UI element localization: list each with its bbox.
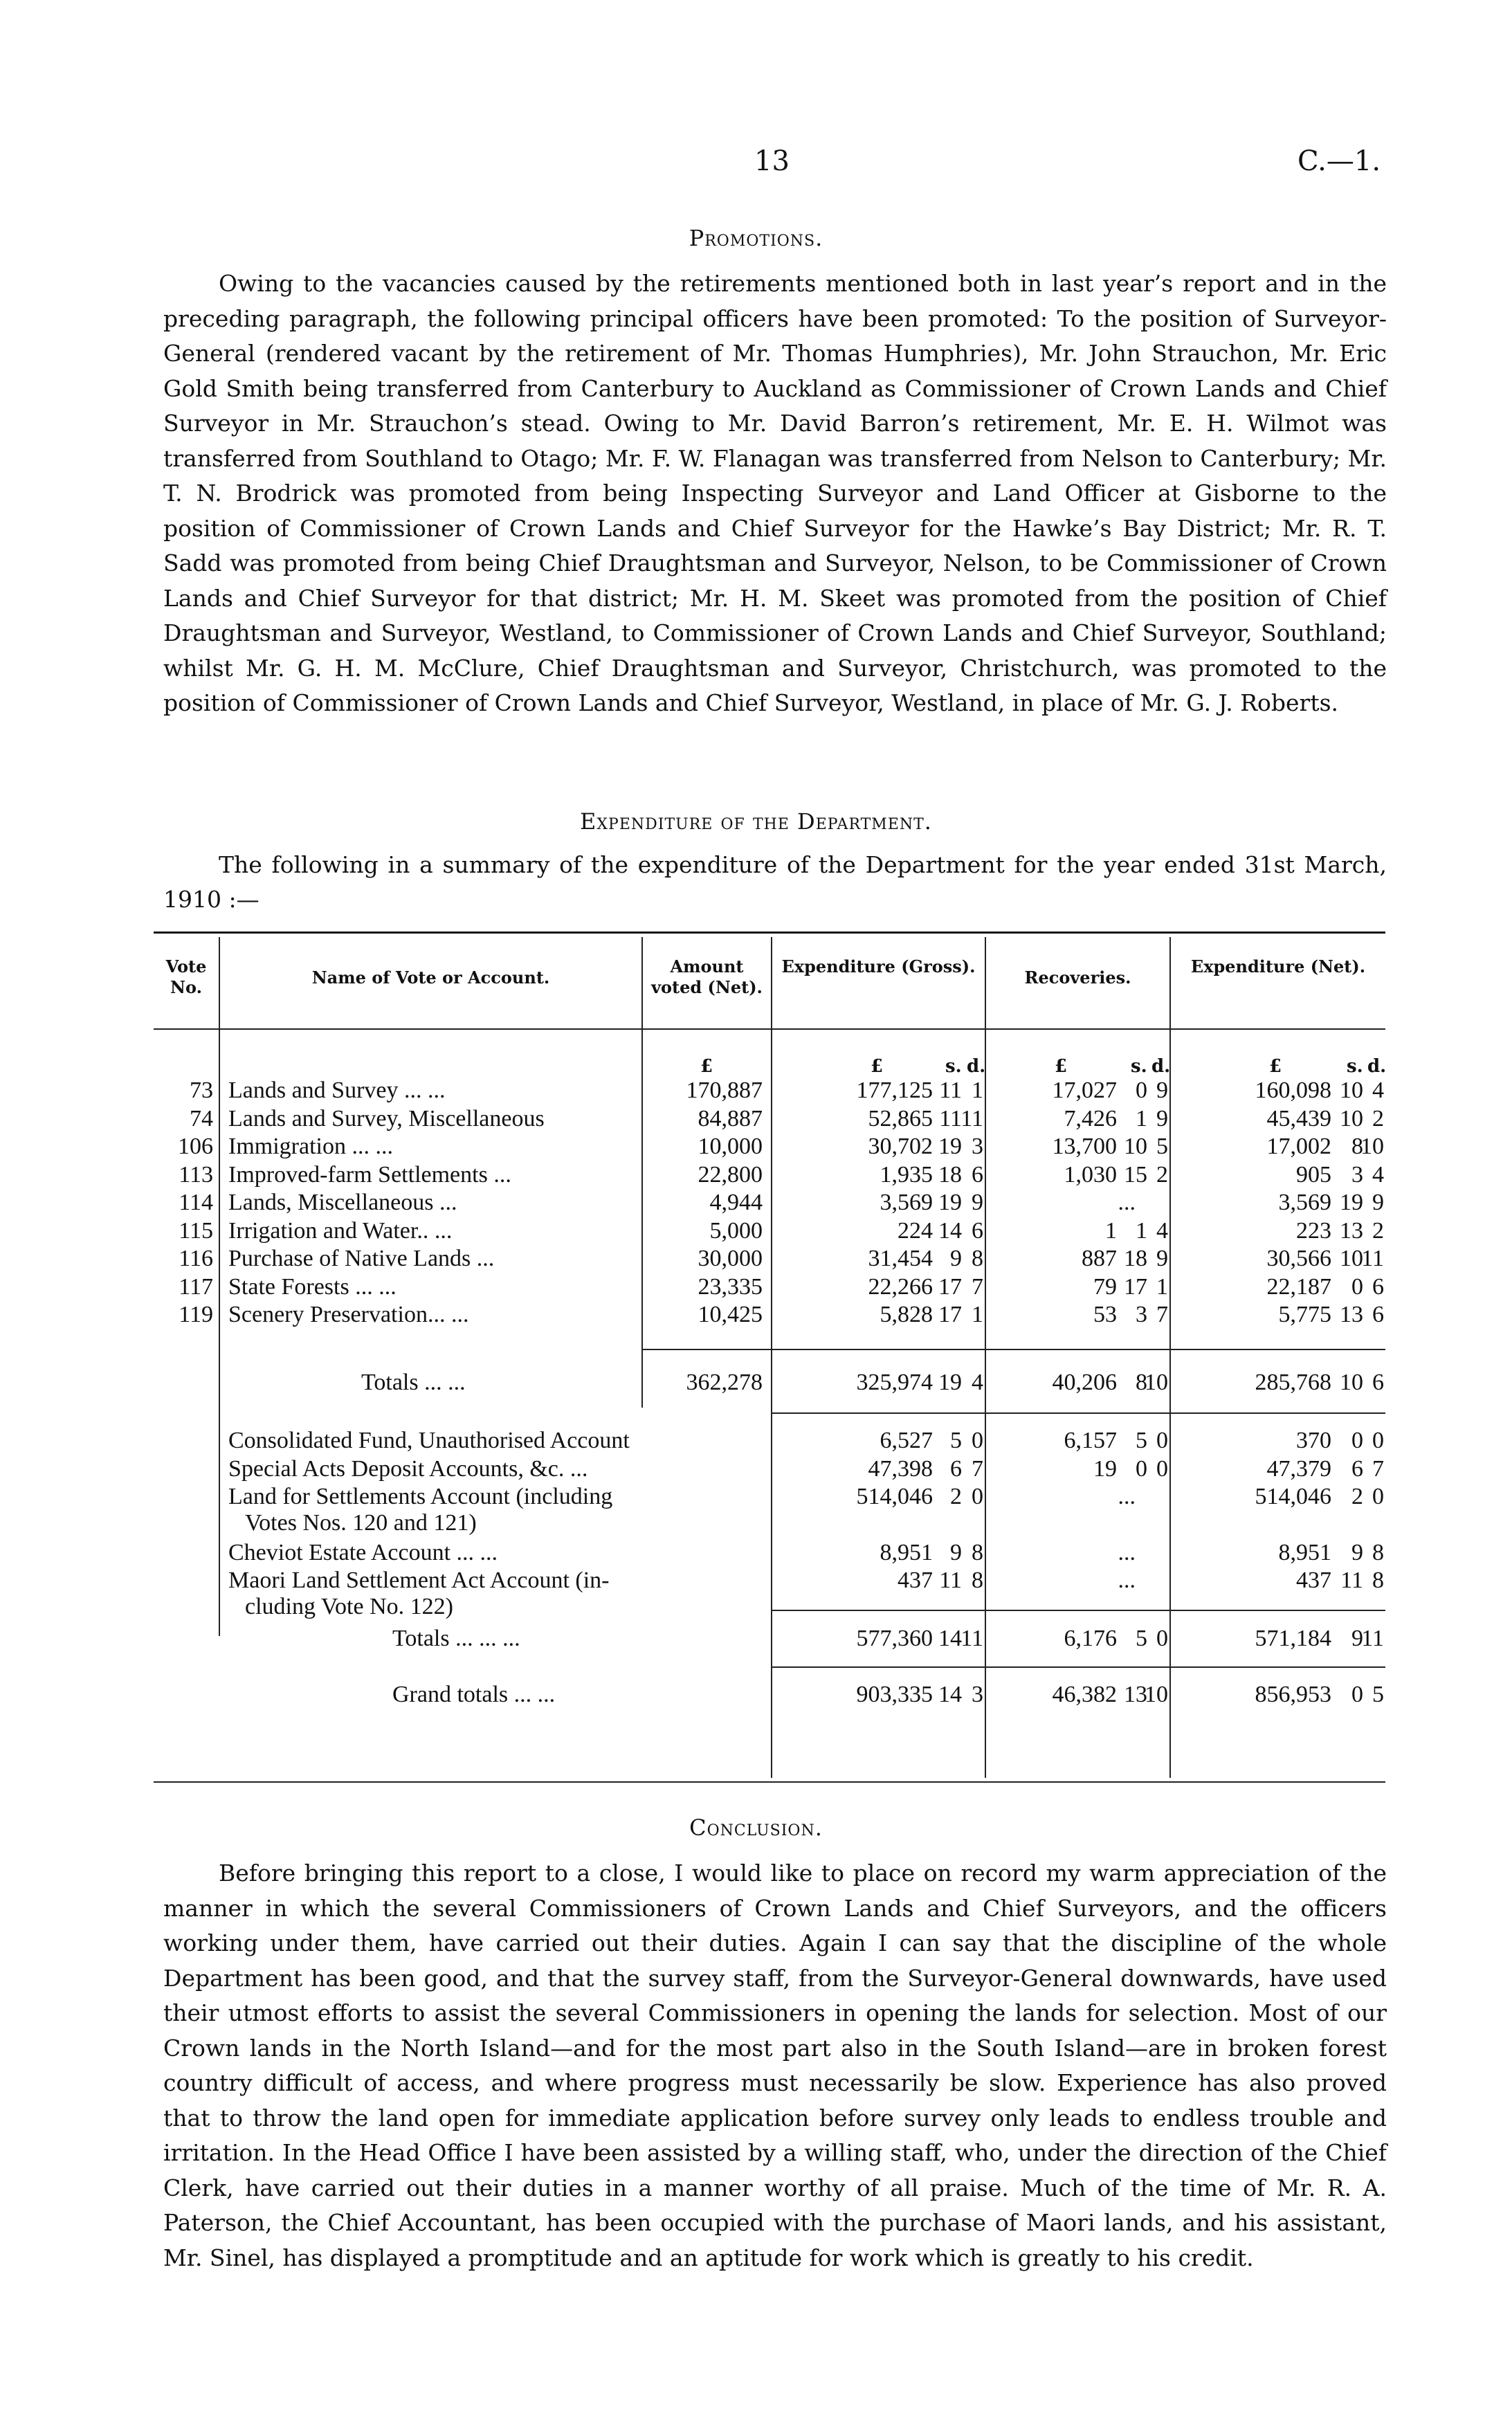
account-row bbox=[154, 1427, 1385, 1455]
page-number: 13 bbox=[754, 145, 790, 177]
amount-voted-total: 362,278 bbox=[686, 1370, 763, 1395]
rec-shillings: 0 bbox=[1136, 1078, 1147, 1103]
net-shillings: 10 bbox=[1340, 1246, 1363, 1271]
rec-shillings: 5 bbox=[1136, 1428, 1147, 1453]
rec-pounds: ... bbox=[1118, 1539, 1136, 1565]
header-vote-no: Vote No. bbox=[165, 956, 207, 997]
gross-shillings: 14 bbox=[938, 1682, 962, 1707]
gross-pence: 3 bbox=[972, 1134, 983, 1159]
net-shillings: 10 bbox=[1340, 1078, 1363, 1103]
rec-pence: 0 bbox=[1156, 1455, 1168, 1482]
vote-number: 117 bbox=[179, 1273, 213, 1300]
amount-voted: 23,335 bbox=[698, 1273, 763, 1300]
net-pence: 0 bbox=[1372, 1428, 1384, 1453]
vote-number: 73 bbox=[190, 1078, 213, 1103]
subtotal-rule bbox=[772, 1412, 1385, 1414]
vote-name: Scenery Preservation... ... bbox=[228, 1302, 469, 1327]
net-pounds: 47,379 bbox=[1266, 1455, 1331, 1482]
net-shillings: 10 bbox=[1340, 1370, 1363, 1395]
rec-pounds: ... bbox=[1118, 1484, 1136, 1509]
net-shillings: 0 bbox=[1351, 1682, 1363, 1707]
net-pence: 10 bbox=[1360, 1134, 1384, 1159]
subtotal-rule bbox=[772, 1610, 1385, 1611]
gross-shillings: 11 bbox=[939, 1105, 962, 1131]
net-unit-pound: £ bbox=[1269, 1056, 1282, 1077]
net-pounds: 437 bbox=[1296, 1567, 1331, 1593]
gross-pence: 0 bbox=[972, 1428, 983, 1453]
net-shillings: 13 bbox=[1340, 1302, 1363, 1327]
net-shillings: 19 bbox=[1340, 1190, 1363, 1215]
net-pounds: 30,566 bbox=[1266, 1246, 1331, 1271]
vote-number: 115 bbox=[179, 1217, 213, 1244]
vote-name: Lands and Survey ... ... bbox=[228, 1078, 446, 1103]
amount-voted: 10,425 bbox=[698, 1302, 763, 1327]
gross-pounds: 52,865 bbox=[868, 1105, 933, 1131]
net-pounds: 571,184 bbox=[1255, 1626, 1331, 1651]
rec-unit-shillings: s. bbox=[1131, 1056, 1147, 1077]
table-bottom-rule bbox=[154, 1781, 1385, 1783]
header-recoveries: Recoveries. bbox=[1024, 967, 1131, 988]
account-name-continued: Votes Nos. 120 and 121) bbox=[245, 1510, 477, 1536]
net-pounds: 223 bbox=[1296, 1217, 1331, 1244]
rec-shillings: 8 bbox=[1136, 1370, 1147, 1395]
rec-pence: 9 bbox=[1156, 1105, 1168, 1131]
conclusion-paragraph: Before bringing this report to a close, I would like to place on record my warm appreciation of the manner in which the several Commissioners of Crown Lands and Chief Surveyors, and the officers working under them, have carried out their duties. Again I can say that the discipline of the whole Department has been good, and that the survey staff, from the Surveyor-General downwards, have used their utmost efforts to assist the several Commissioners in opening the lands for selection. Most of our Crown lands in the North Island—and for the most part also in the South Island—are in broken forest country difficult of access, and where progress must necessarily be slow. Experience has also proved that to throw the land open for immediate application before survey only leads to endless trouble and irritation. In the Head Office I have been assisted by a willing staff, who, under the direction of the Chief Clerk, have carried out their duties in a manner worthy of all praise. Much of the time of Mr. R. A. Paterson, the Chief Accountant, has been occupied with the purchase of Maori lands, and his assistant, Mr. Sinel, has displayed a promptitude and an aptitude for work which is greatly to his credit. bbox=[163, 1860, 1387, 2271]
gross-shillings: 19 bbox=[938, 1370, 962, 1395]
header-net: Expenditure (Net). bbox=[1190, 956, 1366, 976]
net-shillings: 8 bbox=[1351, 1134, 1363, 1159]
gross-shillings: 19 bbox=[938, 1134, 962, 1159]
account-name: Cheviot Estate Account ... ... bbox=[228, 1539, 498, 1565]
net-pounds: 8,951 bbox=[1278, 1539, 1331, 1565]
expenditure-intro-section bbox=[163, 848, 1387, 917]
vote-name: Improved-farm Settlements ... bbox=[228, 1161, 511, 1188]
net-pence: 0 bbox=[1372, 1484, 1384, 1509]
net-pence: 2 bbox=[1372, 1217, 1384, 1244]
header-name: Name of Vote or Account. bbox=[311, 967, 550, 988]
vote-number: 74 bbox=[190, 1105, 213, 1131]
rec-pence: 4 bbox=[1156, 1217, 1168, 1244]
gross-pounds: 5,828 bbox=[880, 1302, 933, 1327]
account-name: Consolidated Fund, Unauthorised Account bbox=[228, 1428, 630, 1453]
table-row bbox=[154, 1217, 1385, 1245]
account-row bbox=[154, 1483, 1385, 1536]
rec-pounds: ... bbox=[1118, 1567, 1136, 1593]
header-amount-voted: Amount voted (Net). bbox=[651, 956, 763, 997]
votes-totals-row bbox=[154, 1369, 1385, 1397]
gross-pence: 7 bbox=[972, 1273, 983, 1300]
expenditure-table bbox=[154, 931, 1385, 1783]
totals-label: Totals ... ... ... bbox=[392, 1626, 520, 1651]
gross-shillings: 9 bbox=[950, 1539, 962, 1565]
net-pence: 11 bbox=[1361, 1626, 1384, 1651]
rec-unit-pound: £ bbox=[1055, 1056, 1068, 1077]
gross-pounds: 224 bbox=[898, 1217, 933, 1244]
gross-pence: 8 bbox=[972, 1539, 983, 1565]
amount-voted: 30,000 bbox=[698, 1246, 763, 1271]
table-row bbox=[154, 1077, 1385, 1105]
rec-pence: 10 bbox=[1145, 1370, 1168, 1395]
gross-pounds: 22,266 bbox=[868, 1273, 933, 1300]
net-shillings: 11 bbox=[1340, 1567, 1363, 1593]
unit-pound: £ bbox=[700, 1056, 713, 1077]
account-row bbox=[154, 1539, 1385, 1567]
subtotal-rule bbox=[643, 1349, 1385, 1350]
rec-pounds: ... bbox=[1118, 1190, 1136, 1215]
account-name-continued: cluding Vote No. 122) bbox=[245, 1594, 453, 1619]
gross-pounds: 577,360 bbox=[856, 1626, 933, 1651]
gross-shillings: 17 bbox=[938, 1302, 962, 1327]
net-pounds: 514,046 bbox=[1255, 1484, 1331, 1509]
totals-label: Totals ... ... bbox=[361, 1370, 466, 1395]
gross-pence: 1 bbox=[972, 1302, 983, 1327]
table-row bbox=[154, 1189, 1385, 1217]
gross-pence: 8 bbox=[972, 1246, 983, 1271]
net-unit-pence: d. bbox=[1367, 1056, 1387, 1077]
rec-pounds: 1 bbox=[1105, 1217, 1117, 1244]
promotions-heading: Promotions. bbox=[689, 225, 823, 251]
net-shillings: 9 bbox=[1351, 1539, 1363, 1565]
net-shillings: 2 bbox=[1351, 1484, 1363, 1509]
table-row bbox=[154, 1245, 1385, 1273]
rec-shillings: 10 bbox=[1124, 1134, 1147, 1159]
gross-shillings: 9 bbox=[950, 1246, 962, 1271]
net-pounds: 856,953 bbox=[1255, 1682, 1331, 1707]
rec-shillings: 13 bbox=[1124, 1682, 1147, 1707]
accounts-totals-row bbox=[154, 1625, 1385, 1653]
table-top-rule bbox=[154, 931, 1385, 934]
gross-pounds: 47,398 bbox=[868, 1455, 933, 1482]
gross-pence: 3 bbox=[972, 1682, 983, 1707]
net-pounds: 5,775 bbox=[1278, 1302, 1331, 1327]
net-pence: 4 bbox=[1372, 1161, 1384, 1188]
net-pounds: 160,098 bbox=[1255, 1078, 1331, 1103]
rec-shillings: 3 bbox=[1136, 1302, 1147, 1327]
amount-voted: 84,887 bbox=[698, 1105, 763, 1131]
gross-pounds: 3,569 bbox=[880, 1190, 933, 1215]
gross-pence: 6 bbox=[972, 1161, 983, 1188]
account-name: Land for Settlements Account (including bbox=[228, 1484, 613, 1509]
rec-pence: 9 bbox=[1156, 1246, 1168, 1271]
net-pence: 6 bbox=[1372, 1302, 1384, 1327]
account-name: Maori Land Settlement Act Account (in- bbox=[228, 1567, 610, 1593]
net-shillings: 3 bbox=[1351, 1161, 1363, 1188]
net-pounds: 285,768 bbox=[1255, 1370, 1331, 1395]
subtotal-rule bbox=[772, 1666, 1385, 1668]
gross-pence: 0 bbox=[972, 1484, 983, 1509]
gross-pounds: 31,454 bbox=[868, 1246, 933, 1271]
rec-pence: 7 bbox=[1156, 1302, 1168, 1327]
gross-shillings: 6 bbox=[950, 1455, 962, 1482]
table-row bbox=[154, 1161, 1385, 1189]
net-shillings: 9 bbox=[1351, 1626, 1363, 1651]
gross-pence: 1 bbox=[972, 1078, 983, 1103]
grand-totals-row bbox=[154, 1681, 1385, 1709]
rec-pence: 2 bbox=[1156, 1161, 1168, 1188]
gross-pence: 8 bbox=[972, 1567, 983, 1593]
net-pence: 4 bbox=[1372, 1078, 1384, 1103]
rec-pence: 0 bbox=[1156, 1626, 1168, 1651]
rec-pence: 9 bbox=[1156, 1078, 1168, 1103]
gross-shillings: 11 bbox=[939, 1567, 962, 1593]
rec-shillings: 1 bbox=[1136, 1105, 1147, 1131]
gross-pounds: 1,935 bbox=[880, 1161, 933, 1188]
vote-name: Lands and Survey, Miscellaneous bbox=[228, 1105, 545, 1131]
gross-unit-pound: £ bbox=[871, 1056, 884, 1077]
rec-pounds: 13,700 bbox=[1052, 1134, 1117, 1159]
vote-number: 116 bbox=[179, 1246, 213, 1271]
table-row bbox=[154, 1133, 1385, 1161]
rec-pounds: 46,382 bbox=[1052, 1682, 1117, 1707]
vote-name: Lands, Miscellaneous ... bbox=[228, 1190, 457, 1215]
amount-voted: 5,000 bbox=[709, 1217, 763, 1244]
net-pounds: 370 bbox=[1296, 1428, 1331, 1453]
document-code: C.—1. bbox=[1297, 145, 1381, 177]
rec-shillings: 18 bbox=[1124, 1246, 1147, 1271]
gross-pence: 11 bbox=[960, 1105, 983, 1131]
rec-pounds: 17,027 bbox=[1052, 1078, 1117, 1103]
grand-totals-label: Grand totals ... ... bbox=[392, 1682, 556, 1707]
net-pounds: 3,569 bbox=[1278, 1190, 1331, 1215]
vote-name: State Forests ... ... bbox=[228, 1273, 397, 1300]
rec-pounds: 19 bbox=[1093, 1455, 1117, 1482]
vote-number: 119 bbox=[179, 1302, 213, 1327]
net-pounds: 17,002 bbox=[1266, 1134, 1331, 1159]
rec-pounds: 40,206 bbox=[1052, 1370, 1117, 1395]
gross-shillings: 17 bbox=[938, 1273, 962, 1300]
gross-pounds: 903,335 bbox=[856, 1682, 933, 1707]
net-pounds: 905 bbox=[1296, 1161, 1331, 1188]
net-pence: 6 bbox=[1372, 1273, 1384, 1300]
rec-pounds: 6,157 bbox=[1064, 1428, 1117, 1453]
rec-pounds: 7,426 bbox=[1064, 1105, 1117, 1131]
table-row bbox=[154, 1301, 1385, 1329]
rec-shillings: 17 bbox=[1124, 1273, 1147, 1300]
gross-unit-pence: d. bbox=[967, 1056, 986, 1077]
gross-pounds: 514,046 bbox=[856, 1484, 933, 1509]
gross-pence: 9 bbox=[972, 1190, 983, 1215]
promotions-paragraph: Owing to the vacancies caused by the retirements mentioned both in last year’s report and in the preceding paragraph, the following principal officers have been promoted: To the position of Surveyor-General (rendered vacant by the retirement of Mr. Thomas Humphries), Mr. John Strauchon, Mr. Eric Gold Smith being transferred from Canterbury to Auckland as Commissioner of Crown Lands and Chief Surveyor in Mr. Strauchon’s stead. Owing to Mr. David Barron’s retirement, Mr. E. H. Wilmot was transferred from Southland to Otago; Mr. F. W. Flanagan was transferred from Nelson to Canterbury; Mr. T. N. Brodrick was promoted from being Inspecting Surveyor and Land Officer at Gisborne to the position of Commissioner of Crown Lands and Chief Surveyor for the Hawke’s Bay District; Mr. R. T. Sadd was promoted from being Chief Draughtsman and Surveyor, Nelson, to be Commissioner of Crown Lands and Chief Surveyor for that district; Mr. H. M. Skeet was promoted from the position of Chief Draughtsman and Surveyor, Westland, to Commissioner of Crown Lands and Chief Surveyor, Southland; whilst Mr. G. H. M. McClure, Chief Draughtsman and Surveyor, Christchurch, was promoted to the position of Commissioner of Crown Lands and Chief Surveyor, Westland, in place of Mr. G. J. Roberts. bbox=[163, 270, 1387, 716]
rec-shillings: 1 bbox=[1136, 1217, 1147, 1244]
rec-shillings: 15 bbox=[1124, 1161, 1147, 1188]
gross-shillings: 14 bbox=[938, 1626, 962, 1651]
vote-number: 114 bbox=[179, 1190, 213, 1215]
gross-pence: 7 bbox=[972, 1455, 983, 1482]
account-name: Special Acts Deposit Accounts, &c. ... bbox=[228, 1455, 588, 1482]
rec-pounds: 79 bbox=[1093, 1273, 1117, 1300]
rec-shillings: 5 bbox=[1136, 1626, 1147, 1651]
rec-pence: 0 bbox=[1156, 1428, 1168, 1453]
rec-pence: 10 bbox=[1145, 1682, 1168, 1707]
amount-voted: 10,000 bbox=[698, 1134, 763, 1159]
net-pence: 6 bbox=[1372, 1370, 1384, 1395]
net-pounds: 45,439 bbox=[1266, 1105, 1331, 1131]
gross-shillings: 14 bbox=[938, 1217, 962, 1244]
vote-name: Purchase of Native Lands ... bbox=[228, 1246, 495, 1271]
net-pence: 8 bbox=[1372, 1567, 1384, 1593]
net-pence: 8 bbox=[1372, 1539, 1384, 1565]
rec-pounds: 887 bbox=[1082, 1246, 1117, 1271]
gross-pounds: 325,974 bbox=[856, 1370, 933, 1395]
amount-voted: 22,800 bbox=[698, 1161, 763, 1188]
rec-pence: 1 bbox=[1156, 1273, 1168, 1300]
net-shillings: 10 bbox=[1340, 1105, 1363, 1131]
rec-pounds: 53 bbox=[1093, 1302, 1117, 1327]
account-row bbox=[154, 1455, 1385, 1483]
gross-pounds: 177,125 bbox=[856, 1078, 933, 1103]
net-shillings: 6 bbox=[1351, 1455, 1363, 1482]
gross-pounds: 30,702 bbox=[868, 1134, 933, 1159]
vote-number: 113 bbox=[179, 1161, 213, 1188]
gross-shillings: 19 bbox=[938, 1190, 962, 1215]
gross-shillings: 11 bbox=[939, 1078, 962, 1103]
conclusion-section bbox=[163, 1856, 1387, 2275]
net-shillings: 0 bbox=[1351, 1428, 1363, 1453]
rec-shillings: 0 bbox=[1136, 1455, 1147, 1482]
net-pence: 5 bbox=[1372, 1682, 1384, 1707]
gross-shillings: 2 bbox=[950, 1484, 962, 1509]
header-bottom-rule bbox=[154, 1028, 1385, 1030]
vote-name: Immigration ... ... bbox=[228, 1134, 393, 1159]
amount-voted: 4,944 bbox=[709, 1190, 763, 1215]
amount-voted: 170,887 bbox=[686, 1078, 763, 1103]
net-shillings: 13 bbox=[1340, 1217, 1363, 1244]
gross-pence: 6 bbox=[972, 1217, 983, 1244]
gross-shillings: 5 bbox=[950, 1428, 962, 1453]
rec-pounds: 1,030 bbox=[1064, 1161, 1117, 1188]
gross-unit-shillings: s. bbox=[945, 1056, 962, 1077]
net-pounds: 22,187 bbox=[1266, 1273, 1331, 1300]
table-row bbox=[154, 1273, 1385, 1301]
table-row bbox=[154, 1105, 1385, 1133]
gross-pounds: 437 bbox=[898, 1567, 933, 1593]
gross-pence: 11 bbox=[960, 1626, 983, 1651]
net-pence: 9 bbox=[1372, 1190, 1384, 1215]
net-pence: 11 bbox=[1361, 1246, 1384, 1271]
vote-name: Irrigation and Water.. ... bbox=[228, 1217, 453, 1244]
header-gross: Expenditure (Gross). bbox=[781, 956, 976, 976]
vote-number: 106 bbox=[178, 1134, 213, 1159]
gross-pounds: 6,527 bbox=[880, 1428, 933, 1453]
expenditure-heading: Expenditure of the Department. bbox=[580, 808, 932, 835]
gross-pounds: 8,951 bbox=[880, 1539, 933, 1565]
expenditure-intro: The following in a summary of the expenditure of the Department for the year ended 31st March, 1910 :— bbox=[163, 851, 1387, 913]
gross-shillings: 18 bbox=[938, 1161, 962, 1188]
net-shillings: 0 bbox=[1351, 1273, 1363, 1300]
net-unit-shillings: s. bbox=[1347, 1056, 1363, 1077]
gross-pence: 4 bbox=[972, 1370, 983, 1395]
rec-pounds: 6,176 bbox=[1064, 1626, 1117, 1651]
rec-pence: 5 bbox=[1156, 1134, 1168, 1159]
conclusion-heading: Conclusion. bbox=[689, 1815, 823, 1841]
net-pence: 2 bbox=[1372, 1105, 1384, 1131]
account-row bbox=[154, 1567, 1385, 1619]
promotions-section bbox=[163, 266, 1387, 721]
rec-unit-pence: d. bbox=[1151, 1056, 1171, 1077]
net-pence: 7 bbox=[1372, 1455, 1384, 1482]
